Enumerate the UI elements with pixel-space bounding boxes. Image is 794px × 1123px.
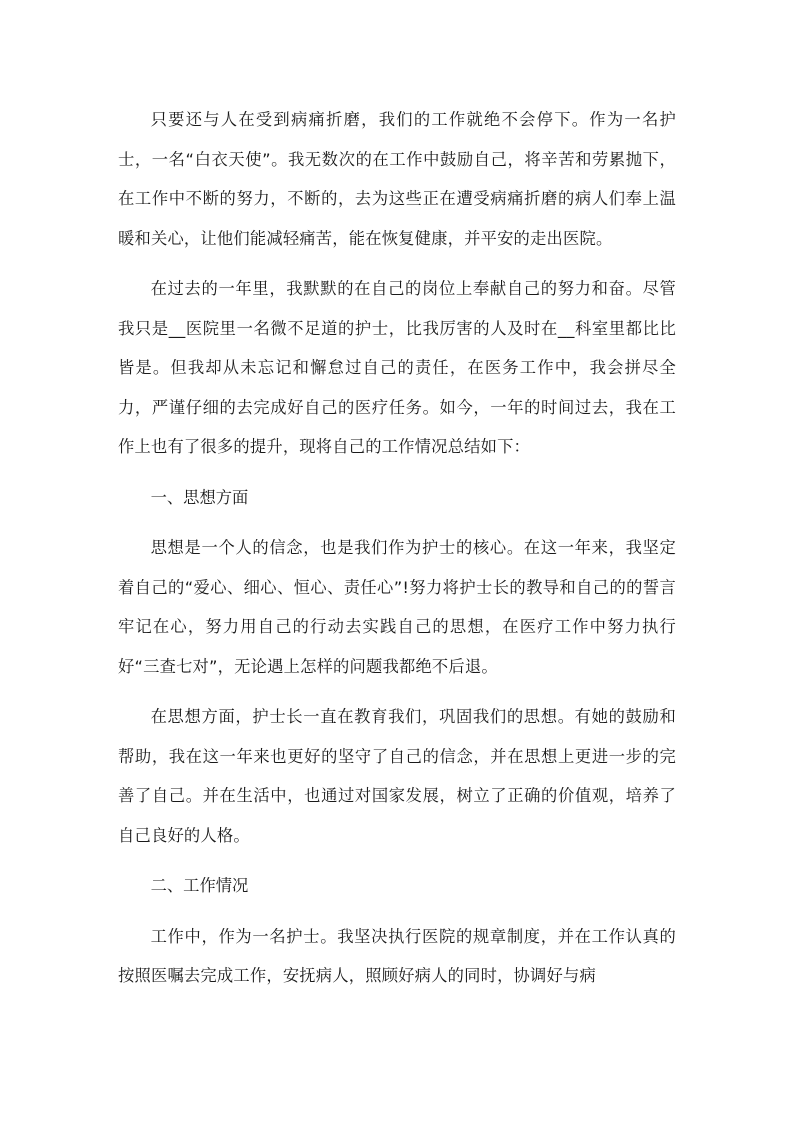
paragraph-work: 工作中，作为一名护士。我坚决执行医院的规章制度，并在工作认真的按照医嘱去完成工作，安抚病人，照顾好病人的同时，协调好与病 [118, 926, 676, 985]
paragraph-thought-belief: 思想是一个人的信念，也是我们作为护士的核心。在这一年来，我坚定着自己的“爱心、细心、恒心、责任心”!努力将护士长的教导和自己的的誓言牢记在心，努力用自己的行动去实践自己的思想，在医疗工作中努力执行好“三查七对”，无论遇上怎样的问题我都绝不后退。 [118, 538, 676, 676]
paragraph-intro: 只要还与人在受到病痛折磨，我们的工作就绝不会停下。作为一名护士，一名“白衣天使”。我无数次的在工作中鼓励自己，将辛苦和劳累抛下，在工作中不断的努力，不断的，去为这些正在遭受病痛折磨的病人们奉上温暖和关心，让他们能减轻痛苦，能在恢复健康，并平安的走出医院。 [118, 110, 676, 248]
document-body [118, 100, 676, 1007]
section-heading-work: 二、工作情况 [150, 876, 249, 895]
section-heading-thought: 一、思想方面 [150, 487, 249, 507]
paragraph-thought-guidance: 在思想方面，护士长一直在教育我们，巩固我们的思想。有她的鼓励和帮助，我在这一年来也更好的坚守了自己的信念，并在思想上更进一步的完善了自己。并在生活中，也通过对国家发展，树立了正确的价值观，培养了自己良好的人格。 [118, 707, 676, 845]
paragraph-past-year: 在过去的一年里，我默默的在自己的岗位上奉献自己的努力和奋。尽管我只是__医院里一名微不足道的护士，比我厉害的人及时在__科室里都比比皆是。但我却从未忘记和懈怠过自己的责任，在医务工作中，我会拼尽全力，严谨仔细的去完成好自己的医疗任务。如今，一年的时间过去，我在工作上也有了很多的提升，现将自己的工作情况总结如下： [118, 279, 676, 456]
